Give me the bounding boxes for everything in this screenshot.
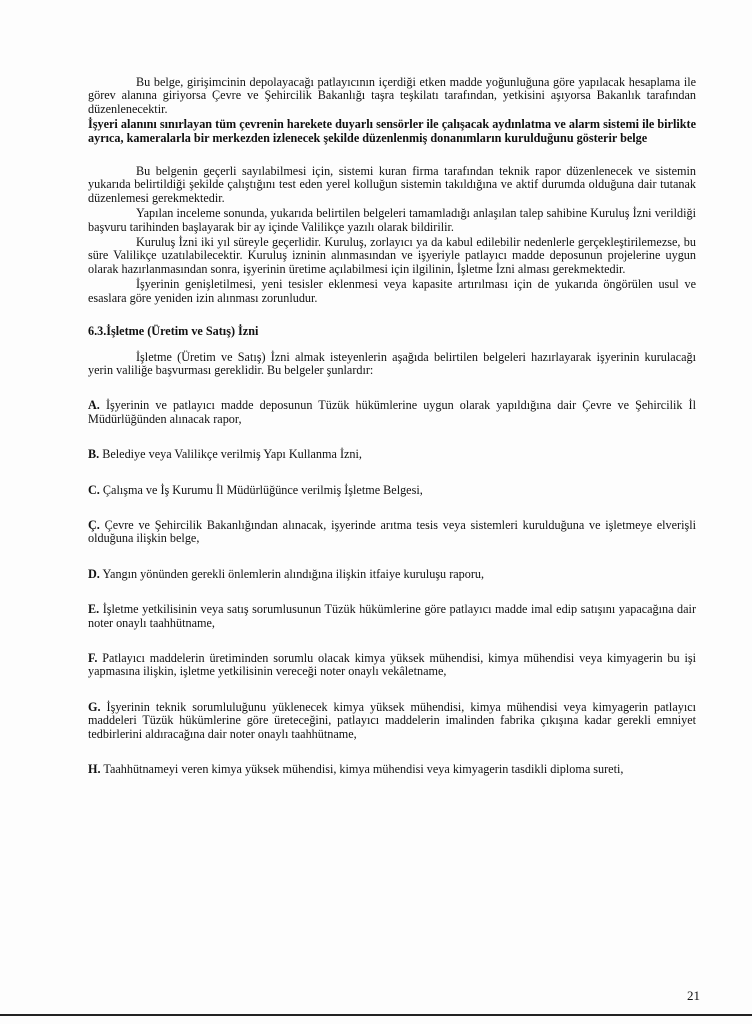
bold-requirement-paragraph: İşyeri alanını sınırlayan tüm çevrenin harekete duyarlı sensörler ile çalışacak aydınlatma ve alarm sistemi ile birlikte ayrıca, kameralarla bir merkezden izlenecek şekilde düzenlenmiş donanımların kurulduğunu gösterir belge: [88, 117, 696, 145]
list-item-text: Yangın yönünden gerekli önlemlerin alındığına ilişkin itfaiye kuruluşu raporu,: [102, 566, 485, 581]
list-item-text: Çevre ve Şehircilik Bakanlığından alınacak, işyerinde arıtma tesis veya sistemleri kurulduğuna ve işletmeye elverişli olduğuna ilişkin belge,: [88, 517, 696, 546]
list-item-text: İşyerinin teknik sorumluluğunu yüklenecek kimya yüksek mühendisi, kimya mühendisi veya kimyagerin patlayıcı maddeleri Tüzük hükümlerine göre üreteceğini, patlayıcı maddelerin imalinden fabrika çıkışına kadar gerekli emniyet tedbirlerini aldıracağına dair noter onaylı taahhütname,: [88, 699, 696, 741]
paragraph: Bu belge, girişimcinin depolayacağı patlayıcının içerdiği etken madde yoğunluğuna göre yapılacak hesaplama ile görev alanına giriyorsa Çevre ve Şehircilik Bakanlığı taşra teşkilatı tarafından, yetkisini aşıyorsa Bakanlık tarafından düzenlenecektir.: [88, 75, 696, 116]
list-item: [88, 568, 696, 581]
paragraph: Yapılan inceleme sonunda, yukarıda belirtilen belgeleri tamamladığı anlaşılan talep sahibine Kuruluş İzni verildiği başvuru tarihinden başlayarak bir ay içinde Valilikçe yazılı olarak bildirilir.: [88, 206, 696, 234]
scan-edge-line: [0, 1014, 752, 1016]
list-item-text: İşletme yetkilisinin veya satış sorumlusunun Tüzük hükümlerine göre patlayıcı madde imal edip satışını yapacağına dair noter onaylı taahhütname,: [88, 602, 696, 630]
paragraph: Bu belgenin geçerli sayılabilmesi için, sistemi kuran firma tarafından teknik rapor düzenlenecek ve sistemin yukarıda belirtildiği şekilde çalıştığını test eden yerel kolluğun sistemin takıldığına ve aktif durumda olduğuna dair tutanak düzenlemesi gerekmektedir.: [88, 164, 696, 205]
list-item-text: İşyerinin ve patlayıcı madde deposunun Tüzük hükümlerine uygun olarak yapıldığına dair Çevre ve Şehircilik İl Müdürlüğünden alınacak rapor,: [88, 398, 696, 426]
page-number: 21: [687, 988, 700, 1003]
list-item: [88, 652, 696, 679]
section-heading: 6.3.İşletme (Üretim ve Satış) İzni: [88, 324, 259, 339]
list-item-text: Çalışma ve İş Kurumu İl Müdürlüğünce verilmiş İşletme Belgesi,: [102, 482, 423, 497]
list-item-letter: F.: [88, 650, 98, 665]
list-item: [88, 701, 696, 741]
list-item: [88, 399, 696, 426]
paragraph: İşyerinin genişletilmesi, yeni tesisler eklenmesi veya kapasite artırılması için de yukarıda öngörülen usul ve esaslara göre yeniden izin alınması zorunludur.: [88, 277, 696, 305]
list-item-letter: B.: [88, 447, 100, 462]
list-item-letter: Ç.: [88, 517, 100, 532]
list-item: [88, 603, 696, 630]
list-item: [88, 763, 696, 776]
list-item-letter: D.: [88, 566, 100, 581]
list-item-text: Belediye veya Valilikçe verilmiş Yapı Kullanma İzni,: [102, 447, 362, 462]
list-item: [88, 484, 696, 497]
list-item: [88, 448, 696, 461]
list-item-letter: C.: [88, 482, 100, 497]
list-item-text: Patlayıcı maddelerin üretiminden sorumlu olacak kimya yüksek mühendisi, kimya mühendisi veya kimyagerin bu işi yapmasına ilişkin, işletme yetkilisinin vereceği noter onaylı vekâletname,: [88, 650, 696, 679]
list-item-letter: A.: [88, 398, 100, 413]
list-item-letter: G.: [88, 699, 101, 714]
list-item-letter: E.: [88, 602, 100, 617]
list-item-text: Taahhütnameyi veren kimya yüksek mühendisi, kimya mühendisi veya kimyagerin tasdikli diploma sureti,: [103, 762, 624, 776]
list-item: [88, 519, 696, 546]
section-intro: İşletme (Üretim ve Satış) İzni almak isteyenlerin aşağıda belirtilen belgeleri hazırlayarak işyerinin kurulacağı yerin valiliğe başvurması gereklidir. Bu belgeler şunlardır:: [88, 349, 696, 377]
page-body: [88, 76, 696, 776]
list-item-letter: H.: [88, 762, 101, 776]
paragraph: Kuruluş İzni iki yıl süreyle geçerlidir. Kuruluş, zorlayıcı ya da kabul edilebilir nedenlerle gerçekleştirilemezse, bu süre Valilikçe uzatılabilecektir. Kuruluş izninin alınmasından ve işyeriyle patlayıcı madde deposunun projelerine uygun olarak hazırlanmasından sonra, işyerinin üretime açılabilmesi için ilgilinin, İşletme İzni alması gerekmektedir.: [88, 235, 696, 276]
